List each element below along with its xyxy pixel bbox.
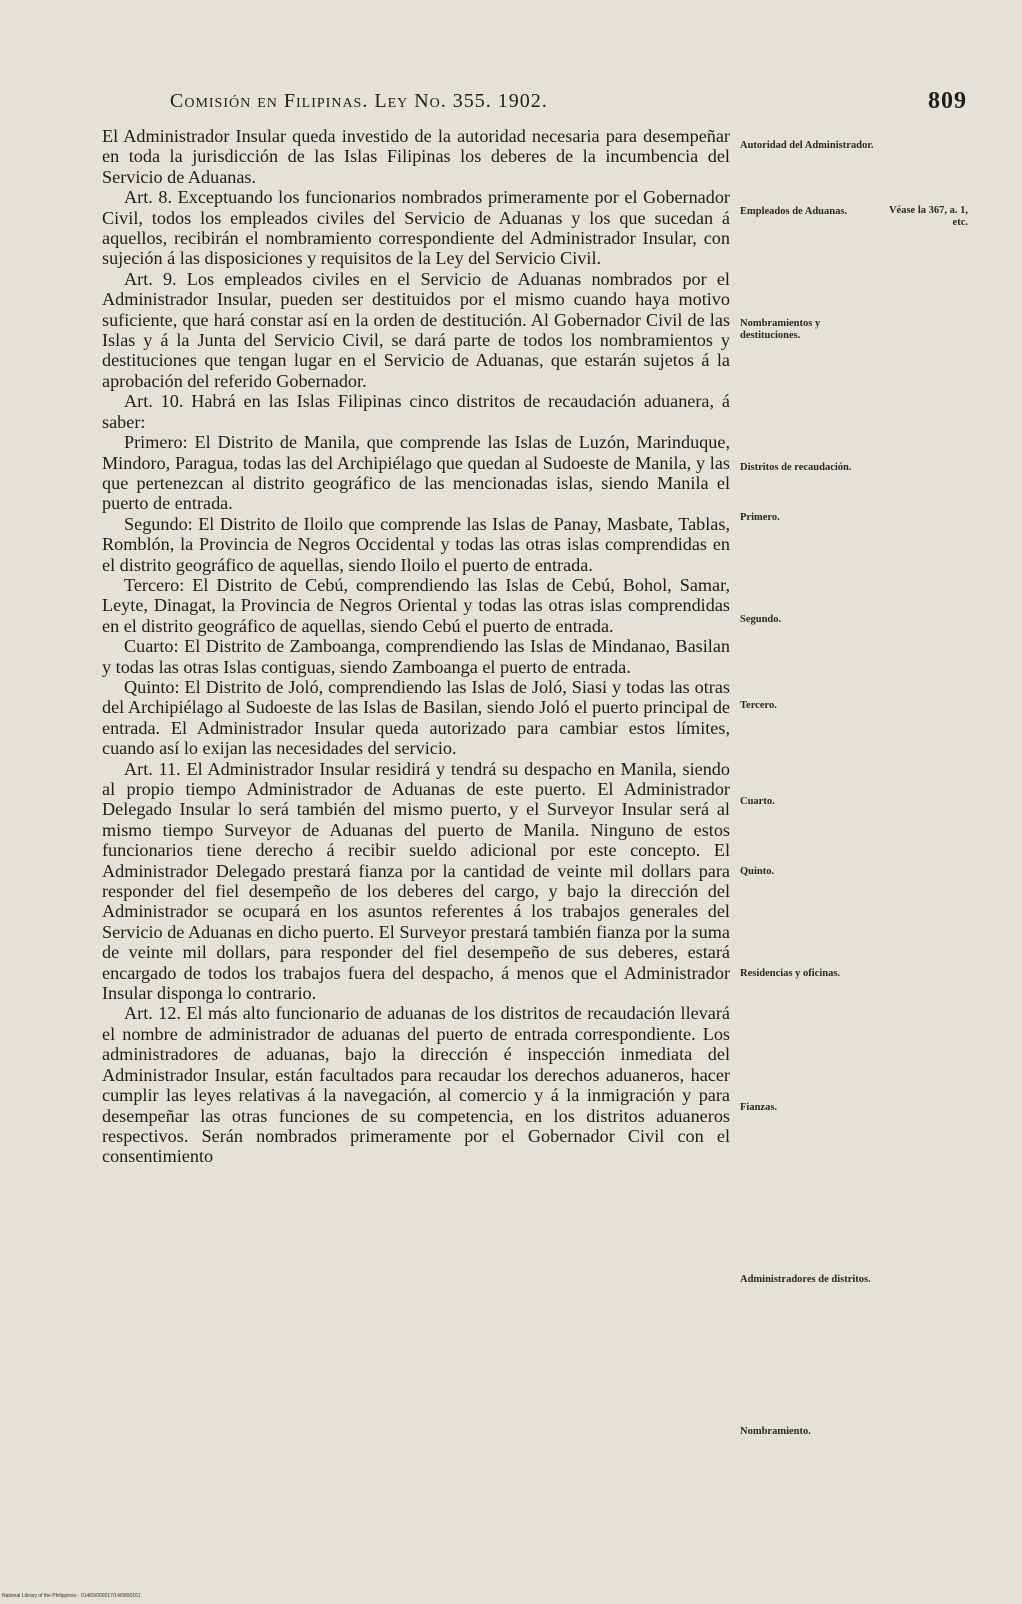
margin-note: Fianzas. <box>740 1102 778 1113</box>
page-number: 809 <box>928 88 967 114</box>
margin-note: Distritos de recaudación. <box>740 462 852 473</box>
margin-note: Tercero. <box>740 700 777 711</box>
district-fourth: Cuarto: El Distrito de Zamboanga, comprendiendo las Islas de Mindanao, Basilan y todas las otras Islas contiguas, siendo Zamboanga el puerto de entrada. <box>102 636 730 677</box>
margin-note: Nombramiento. <box>740 1426 811 1437</box>
margin-note: Segundo. <box>740 614 782 625</box>
margin-note: Primero. <box>740 512 780 523</box>
article-11: Art. 11. El Administrador Insular residirá y tendrá su despacho en Manila, siendo al propio tiempo Administrador de Aduanas de este puerto. El Administrador Delegado Insular lo será también del mismo puerto, y el Surveyor Insular será al mismo tiempo Surveyor de Aduanas del puerto de Manila. Ninguno de estos funcionarios tiene derecho á recibir sueldo adicional por este concepto. El Administrador Delegado prestará fianza por la cantidad de veinte mil dollars para responder del fiel desempeño de los deberes del cargo, y bajo la dirección del Administrador se ocupará en los asuntos referentes á los trabajos generales del Servicio de Aduanas en dicho puerto. El Surveyor prestará también fianza por la suma de veinte mil dollars, para responder del fiel desempeño de sus deberes, estará encargado de todos los trabajos fuera del despacho, á menos que el Administrador Insular disponga lo contrario. <box>102 758 730 1004</box>
margin-note: Nombramientos y destituciones. <box>740 318 821 341</box>
main-text <box>102 126 730 1167</box>
paragraph: El Administrador Insular queda investido de la autoridad necesaria para desempeñar en toda la jurisdicción de las Islas Filipinas los deberes de la incumbencia del Servicio de Aduanas. <box>102 126 730 187</box>
margin-note: Administradores de distritos. <box>740 1274 871 1285</box>
article-12: Art. 12. El más alto funcionario de aduanas de los distritos de recaudación llevará el nombre de administrador de aduanas del puerto de entrada correspondiente. Los administradores de aduanas, bajo la dirección é inspección inmediata del Administrador Insular, están facultados para recaudar los derechos aduaneros, hacer cumplir las leyes relativas á la navegación, al comercio y á la inmigración y para desempeñar las otras funciones de su competencia, en los distritos aduaneros respectivos. Serán nombrados primeramente por el Gobernador Civil con el consentimiento <box>102 1003 730 1167</box>
district-third: Tercero: El Distrito de Cebú, comprendiendo las Islas de Cebú, Bohol, Samar, Leyte, Dinagat, la Provincia de Negros Oriental y todas las otras islas comprendidas en el distrito geográfico de aquellas, siendo Cebú el puerto de entrada. <box>102 574 730 636</box>
running-title: Comisión en Filipinas. Ley No. 355. 1902. <box>170 90 548 112</box>
district-first: Primero: El Distrito de Manila, que comprende las Islas de Luzón, Marinduque, Mindoro, Paragua, todas las del Archipiélago que quedan al Sudoeste de Manila, y las que pertenezcan al distrito geográfico de las mencionadas islas, siendo Manila el puerto de entrada. <box>102 432 730 514</box>
article-8: Art. 8. Exceptuando los funcionarios nombrados primeramente por el Gobernador Civil, todos los empleados civiles del Servicio de Aduanas y los que sucedan á aquellos, recibirán el nombramiento correspondiente del Administrador Insular, con sujeción á las disposiciones y requisitos de la Ley del Servicio Civil. <box>102 187 730 269</box>
district-second: Segundo: El Distrito de Iloilo que comprende las Islas de Panay, Masbate, Tablas, Romblón, la Provincia de Negros Occidental y todas las otras islas comprendidas en el distrito geográfico de aquellas, siendo Iloilo el puerto de entrada. <box>102 513 730 575</box>
margin-note: Quinto. <box>740 866 775 877</box>
margin-note: Residencias y oficinas. <box>740 968 841 979</box>
article-9: Art. 9. Los empleados civiles en el Servicio de Aduanas nombrados por el Administrador Insular, pueden ser destituidos por el mismo cuando haya motivo suficiente, que hará constar así en la orden de destitución. Al Gobernador Civil de las Islas y á la Junta del Servicio Civil, se dará parte de todos los nombramientos y destituciones que tengan lugar en el Servicio de Aduanas, que estarán sujetos á la aprobación del referido Gobernador. <box>102 268 730 391</box>
margin-note: Empleados de Aduanas. <box>740 206 848 217</box>
page-header <box>170 88 990 118</box>
margin-note: Cuarto. <box>740 796 775 807</box>
district-fifth: Quinto: El Distrito de Joló, comprendiendo las Islas de Joló, Siasi y todas las otras del Archipiélago al Sudoeste de las Islas de Basilan, siendo Joló el puerto principal de entrada. El Administrador Insular queda autorizado para cambiar estos límites, cuando así lo exijan las necesidades del servicio. <box>102 676 730 759</box>
margin-cross-reference: Véase la 367, a. 1, etc. <box>888 205 968 228</box>
margin-note: Autoridad del Administrador. <box>740 140 874 151</box>
scan-footer: National Library of the Philippines · 01469/000017/14/0890161 <box>2 1593 141 1599</box>
article-10: Art. 10. Habrá en las Islas Filipinas cinco distritos de recaudación aduanera, á saber: <box>102 391 730 432</box>
